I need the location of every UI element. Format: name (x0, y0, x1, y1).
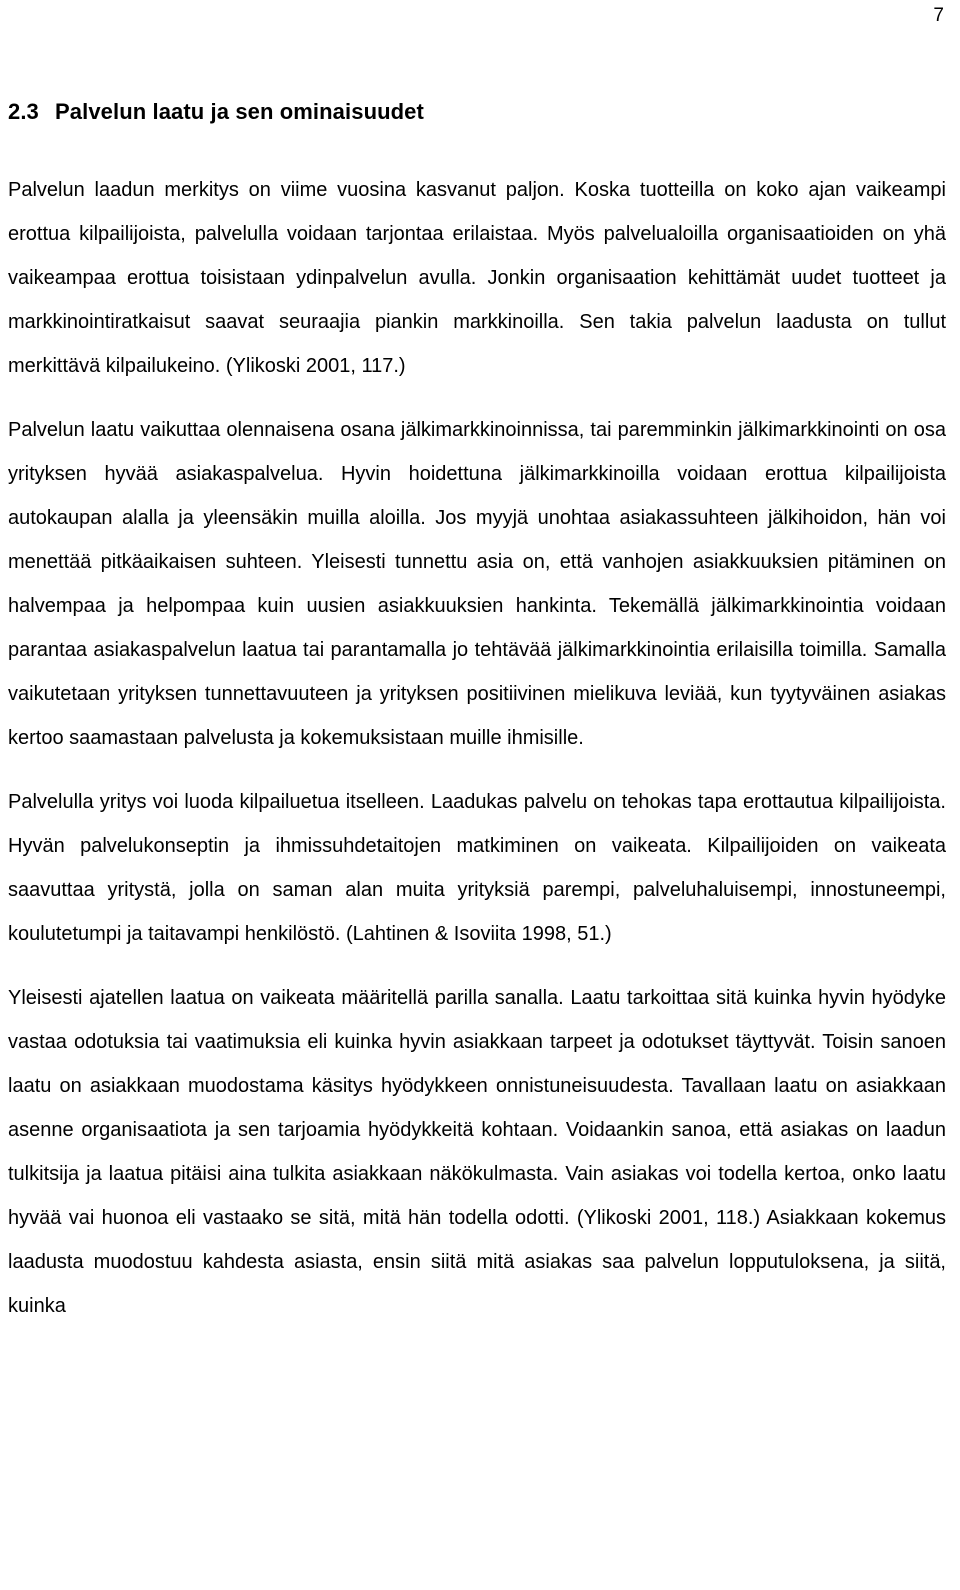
paragraph: Palvelun laadun merkitys on viime vuosina kasvanut paljon. Koska tuotteilla on koko ajan vaikeampi erottua kilpailijoista, palvelulla voidaan tarjontaa erilaistaa. Myös palvelualoilla organisaatioiden on yhä vaikeampaa erottua toisistaan ydinpalvelun avulla. Jonkin organisaation kehittämät uudet tuotteet ja markkinointiratkaisut saavat seuraajia piankin markkinoilla. Sen takia palvelun laadusta on tullut merkittävä kilpailukeino. (Ylikoski 2001, 117.) (8, 179, 946, 377)
section-number: 2.3 (8, 99, 39, 124)
paragraph: Yleisesti ajatellen laatua on vaikeata määritellä parilla sanalla. Laatu tarkoittaa sitä kuinka hyvin hyödyke vastaa odotuksia tai vaatimuksia eli kuinka hyvin asiakkaan tarpeet ja odotukset täyttyvät. Toisin sanoen laatu on asiakkaan muodostama käsitys hyödykkeen onnistuneisuudesta. Tavallaan laatu on asiakkaan asenne organisaatiota ja sen tarjoamia hyödykkeitä kohtaan. Voidaankin sanoa, että asiakas on laadun tulkitsija ja laatua pitäisi aina tulkita asiakkaan näkökulmasta. Vain asiakas voi todella kertoa, onko laatu hyvää vai huonoa eli vastaako se sitä, mitä hän todella odotti. (Ylikoski 2001, 118.) Asiakkaan kokemus laadusta muodostuu kahdesta asiasta, ensin siitä mitä asiakas saa palvelun lopputuloksena, ja siitä, kuinka (8, 987, 946, 1317)
section-title: Palvelun laatu ja sen ominaisuudet (55, 99, 424, 124)
paragraph: Palvelun laatu vaikuttaa olennaisena osana jälkimarkkinoinnissa, tai paremminkin jälkimarkkinointi on osa yrityksen hyvää asiakaspalvelua. Hyvin hoidettuna jälkimarkkinoilla voidaan erottua kilpailijoista autokaupan alalla ja yleensäkin muilla aloilla. Jos myyjä unohtaa asiakassuhteen jälkihoidon, hän voi menettää pitkäaikaisen suhteen. Yleisesti tunnettu asia on, että vanhojen asiakkuuksien pitäminen on halvempaa ja helpompaa kuin uusien asiakkuuksien hankinta. Tekemällä jälkimarkkinointia voidaan parantaa asiakaspalvelun laatua tai parantamalla jo tehtävää jälkimarkkinointia erilaisilla toimilla. Samalla vaikutetaan yrityksen tunnettavuuteen ja yrityksen positiivinen mielikuva leviää, kun tyytyväinen asiakas kertoo saamastaan palvelusta ja kokemuksistaan muille ihmisille. (8, 419, 946, 749)
page-content (8, 98, 946, 1328)
paragraph: Palvelulla yritys voi luoda kilpailuetua itselleen. Laadukas palvelu on tehokas tapa erottautua kilpailijoista. Hyvän palvelukonseptin ja ihmissuhdetaitojen matkiminen on vaikeata. Kilpailijoiden on vaikeata saavuttaa yritystä, jolla on saman alan muita yrityksiä parempi, palveluhaluisempi, innostuneempi, koulutetumpi ja taitavampi henkilöstö. (Lahtinen & Isoviita 1998, 51.) (8, 791, 946, 945)
section-heading (8, 98, 946, 126)
page-number: 7 (933, 5, 944, 26)
